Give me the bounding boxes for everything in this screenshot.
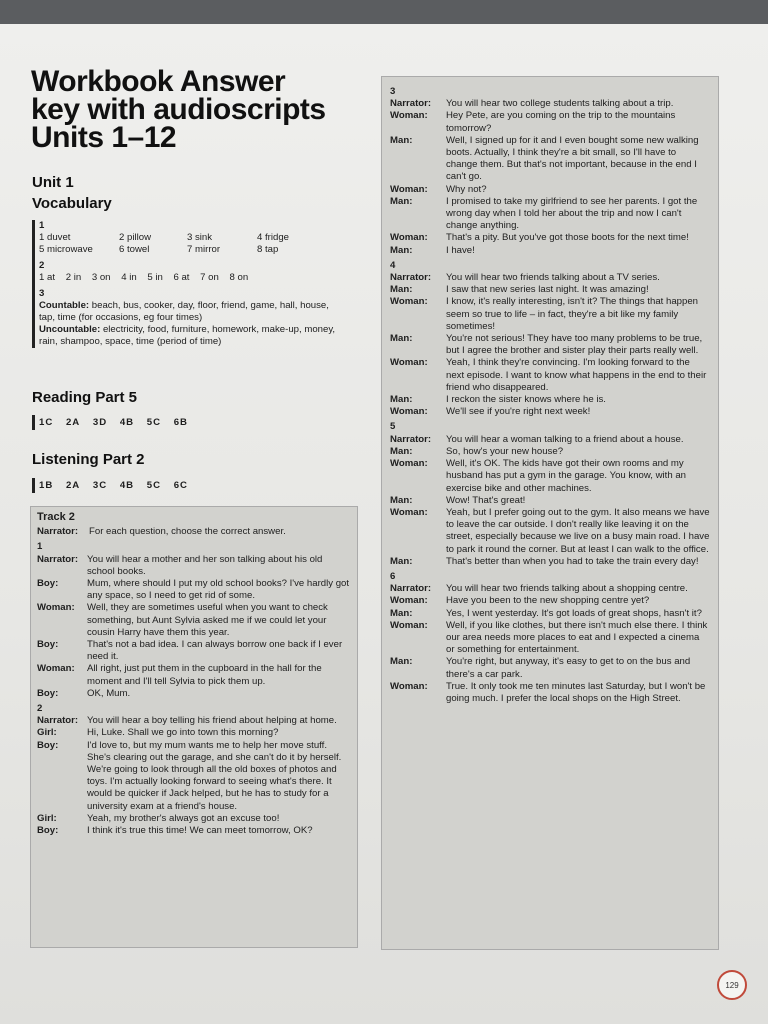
speech-text: All right, just put them in the cupboard in the hall for the moment and I'll tell Sylvia to pick them up. [87,663,322,687]
transcript-line [37,813,351,825]
speaker-label: Narrator: [390,583,432,595]
transcript-line [390,333,710,357]
speaker-label: Woman: [390,619,428,631]
transcript-line [37,639,351,663]
uncountable-text: electricity, food, furniture, homework, make-up, money, rain, shampoo, space, time (period of time) [39,324,336,347]
transcript-line [37,715,351,727]
speaker-label: Boy: [37,739,59,751]
answer-item: 4 fridge [257,232,289,243]
speaker-label: Woman: [390,110,428,122]
transcript-line [37,825,351,837]
answer-item: 7 on [200,272,219,283]
transcript-line [37,663,351,687]
transcript-line [37,688,351,700]
reading-answers [32,415,197,430]
transcript-line [390,507,710,556]
answer-item: 8 on [229,272,249,283]
transcript-line [390,394,710,406]
speaker-label: Woman: [37,663,75,675]
vocab-exercise-3 [39,300,339,348]
speaker-label: Woman: [390,406,428,418]
speech-text: That's a pity. But you've got those boots for the next time! [446,232,689,244]
speech-text: Hi, Luke. Shall we go into town this morning? [87,727,279,739]
speaker-label: Man: [390,244,413,256]
answer-item: 5 in [147,272,163,283]
transcript-line [390,608,710,620]
track-2-transcript-continued [381,76,719,950]
vocabulary-heading: Vocabulary [32,195,112,212]
speaker-label: Woman: [390,680,428,692]
answer-item: 2 in [65,272,82,283]
question-number: 4 [390,259,396,271]
transcript-line [390,284,710,296]
speaker-label: Man: [390,656,413,668]
answer-item: 6 at [173,272,190,283]
transcript-line [390,434,710,446]
speech-text: I have! [446,244,475,256]
unit-heading: Unit 1 [32,174,74,191]
transcript-line [390,184,710,196]
transcript-line [390,406,710,418]
transcript-line [37,526,351,538]
speaker-label: Narrator: [37,715,79,727]
transcript-line [37,727,351,739]
speech-text: Have you been to the new shopping centre yet? [446,595,650,607]
speech-text: That's better than when you had to take the train every day! [446,555,699,567]
transcript-line [390,446,710,458]
question-number: 5 [390,421,396,433]
speaker-label: Narrator: [390,98,432,110]
answer-item: 4B [119,417,135,428]
answer-item: 2A [65,417,81,428]
speech-text: Why not? [446,183,487,195]
answer-item: 6C [173,480,188,491]
speech-text: Wow! That's great! [446,494,526,506]
answer-item: 1 duvet [39,232,71,243]
countable-label: Countable: [39,300,90,311]
speaker-label: Man: [390,284,413,296]
speaker-label: Woman: [390,232,428,244]
answer-item: 3C [92,480,108,491]
speech-text: I promised to take my girlfriend to see her parents. I got the wrong day when I told her about the trip and now I can't change anything. [446,195,698,232]
answer-item: 5 microwave [39,244,93,255]
answer-item: 3D [92,417,108,428]
listening-answers [32,478,197,493]
speaker-label: Man: [390,607,413,619]
question-number: 3 [390,86,396,97]
speaker-label: Man: [390,445,413,457]
speech-text: OK, Mum. [87,687,131,699]
page-title [31,65,371,154]
answer-item: 5C [146,480,162,491]
speaker-label: Woman: [390,183,428,195]
question-number: 1 [37,541,43,553]
speech-text: Well, it's OK. The kids have got their own rooms and my husband has put a gym in the garage. You know, with an exercise bike and other machines. [446,458,687,494]
transcript-line [37,740,351,813]
answer-item: 1 at [39,272,56,283]
speech-text: I saw that new series last night. It was amazing! [446,284,649,296]
track-2-transcript [30,506,358,948]
transcript-line [390,620,710,657]
answer-item: 2 pillow [119,232,151,243]
speech-text: You will hear two friends talking about a shopping centre. [446,583,688,595]
exercise-number: 2 [39,260,45,271]
answer-item: 2A [65,480,81,491]
speaker-label: Girl: [37,812,57,824]
speaker-label: Woman: [390,357,428,369]
transcript-line [390,272,710,284]
answer-item: 4B [119,480,135,491]
transcript-line [390,681,710,705]
speech-text: So, how's your new house? [446,445,564,457]
top-bar [0,0,768,24]
speech-text: You will hear a woman talking to a friend about a house. [446,433,684,445]
transcript-line [390,245,710,257]
speech-text: I reckon the sister knows where he is. [446,394,606,406]
page-number: 129 [725,980,739,990]
transcript-line [390,135,710,184]
answer-item: 3 sink [187,232,213,243]
speech-text: Mum, where should I put my old school books? I've hardly got any space, so I need to get rid of some. [87,578,350,602]
answer-item: 6B [173,417,188,428]
speaker-label: Woman: [390,506,428,518]
vocab-exercise-2 [39,272,339,284]
speaker-label: Narrator: [37,553,79,565]
speaker-label: Woman: [390,458,428,470]
speaker-label: Narrator: [390,272,432,284]
speech-text: We'll see if you're right next week! [446,406,591,418]
speaker-label: Man: [390,134,413,146]
answer-item: 1C [39,417,54,428]
speaker-label: Man: [390,195,413,207]
speaker-label: Boy: [37,825,59,837]
speech-text: I know, it's really interesting, isn't it? The things that happen seem so true to life – in fact, they're a bit like my family sometimes! [446,296,698,332]
transcript-line [390,656,710,680]
speech-text: For each question, choose the correct answer. [89,526,286,538]
speech-text: Yeah, my brother's always got an excuse too! [87,812,280,824]
transcript-line [390,583,710,595]
question-number: 2 [37,703,43,715]
speaker-label: Narrator: [390,433,432,445]
speech-text: I think it's true this time! We can meet tomorrow, OK? [87,825,313,837]
transcript-line [37,602,351,639]
transcript-line [390,232,710,244]
exercise-number: 1 [39,220,45,231]
speech-text: You will hear two college students talking about a trip. [446,98,674,110]
transcript-line [390,98,710,110]
speech-text: Well, if you like clothes, but there isn't much else there. I think our area needs more places to eat and I expected a cinema or something for entertainment. [446,619,708,656]
transcript-line [390,110,710,134]
answer-item: 6 towel [119,244,150,255]
transcript-line [37,554,351,578]
answer-item: 7 mirror [187,244,221,255]
answer-item: 5C [146,417,162,428]
speaker-label: Boy: [37,639,59,651]
countable-text: beach, bus, cooker, day, floor, friend, game, hall, house, tap, time (for occasions, eg four times) [39,300,329,323]
transcript-line [390,357,710,394]
speaker-label: Boy: [37,687,59,699]
speaker-label: Woman: [37,602,75,614]
speech-text: Well, I signed up for it and I even bought some new walking boots. Actually, I think they're a bit small, so I'll have to change them. But that's not important, because in the end I can't go. [446,134,699,183]
reading-heading: Reading Part 5 [32,389,138,406]
transcript-line [390,296,710,333]
title-line-2: key with audioscripts [31,93,326,126]
track-title: Track 2 [37,511,75,523]
speech-text: You will hear a boy telling his friend about helping at home. [87,715,337,727]
speech-text: That's not a bad idea. I can always borrow one back if I ever need it. [87,639,343,663]
speech-text: Hey Pete, are you coming on the trip to the mountains tomorrow? [446,110,676,134]
title-line-1: Workbook Answer [31,65,286,98]
speech-text: I'd love to, but my mum wants me to help her move stuff. She's clearing out the garage, and she can't do it by herself. We're going to look through all the old boxes of photos and toys. I'm actually looking forward to seeing what's there. It would be quicker if Jack helped, but he has to study for a university exam at a friend's house. [87,739,342,812]
speech-text: Yes, I went yesterday. It's got loads of great shops, hasn't it? [446,607,702,619]
speech-text: Yeah, I think they're convincing. I'm looking forward to the next episode. I want to know what happens in the end to their friend who disappeared. [446,357,707,393]
speech-text: You will hear a mother and her son talking about his old school books. [87,553,323,577]
speaker-label: Man: [390,555,413,567]
speech-text: You will hear two friends talking about a TV series. [446,272,660,284]
page-number-badge [717,970,747,1000]
transcript-line [390,495,710,507]
speech-text: Yeah, but I prefer going out to the gym. It also means we have to leave the car outside. I don't really like leaving it on the street, especially because we live on a busy main road. I have to park it round the corner. But at least I can walk to the office. [446,506,710,555]
speaker-label: Man: [390,394,413,406]
transcript-line [37,578,351,602]
answer-item: 4 in [121,272,137,283]
answer-item: 8 tap [257,244,279,255]
speaker-label: Man: [390,494,413,506]
transcript-line [390,595,710,607]
uncountable-label: Uncountable: [39,324,101,335]
speaker-label: Narrator: [37,526,79,538]
speaker-label: Boy: [37,578,59,590]
speech-text: You're right, but anyway, it's easy to get to on the bus and there's a car park. [446,656,691,680]
exercise-number: 3 [39,288,45,299]
speech-text: True. It only took me ten minutes last Saturday, but I won't be going much. I prefer the local shops on the High Street. [446,680,706,704]
listening-heading: Listening Part 2 [32,451,145,468]
vocab-exercise-1 [32,220,339,348]
speech-text: You're not serious! They have too many problems to be true, but I agree the brother and sister play their parts really well. [446,333,703,357]
answer-item: 3 on [91,272,111,283]
transcript-line [390,556,710,568]
speaker-label: Woman: [390,595,428,607]
speaker-label: Girl: [37,727,57,739]
speaker-label: Woman: [390,296,428,308]
transcript-line [390,458,710,495]
question-number: 6 [390,570,396,582]
speech-text: Well, they are sometimes useful when you want to check something, but Aunt Sylvia asked me if we could let your cousin Harry have them this year. [87,602,328,638]
title-line-3: Units 1–12 [31,121,177,154]
speaker-label: Man: [390,333,413,345]
answer-item: 1B [39,480,54,491]
transcript-line [390,196,710,233]
